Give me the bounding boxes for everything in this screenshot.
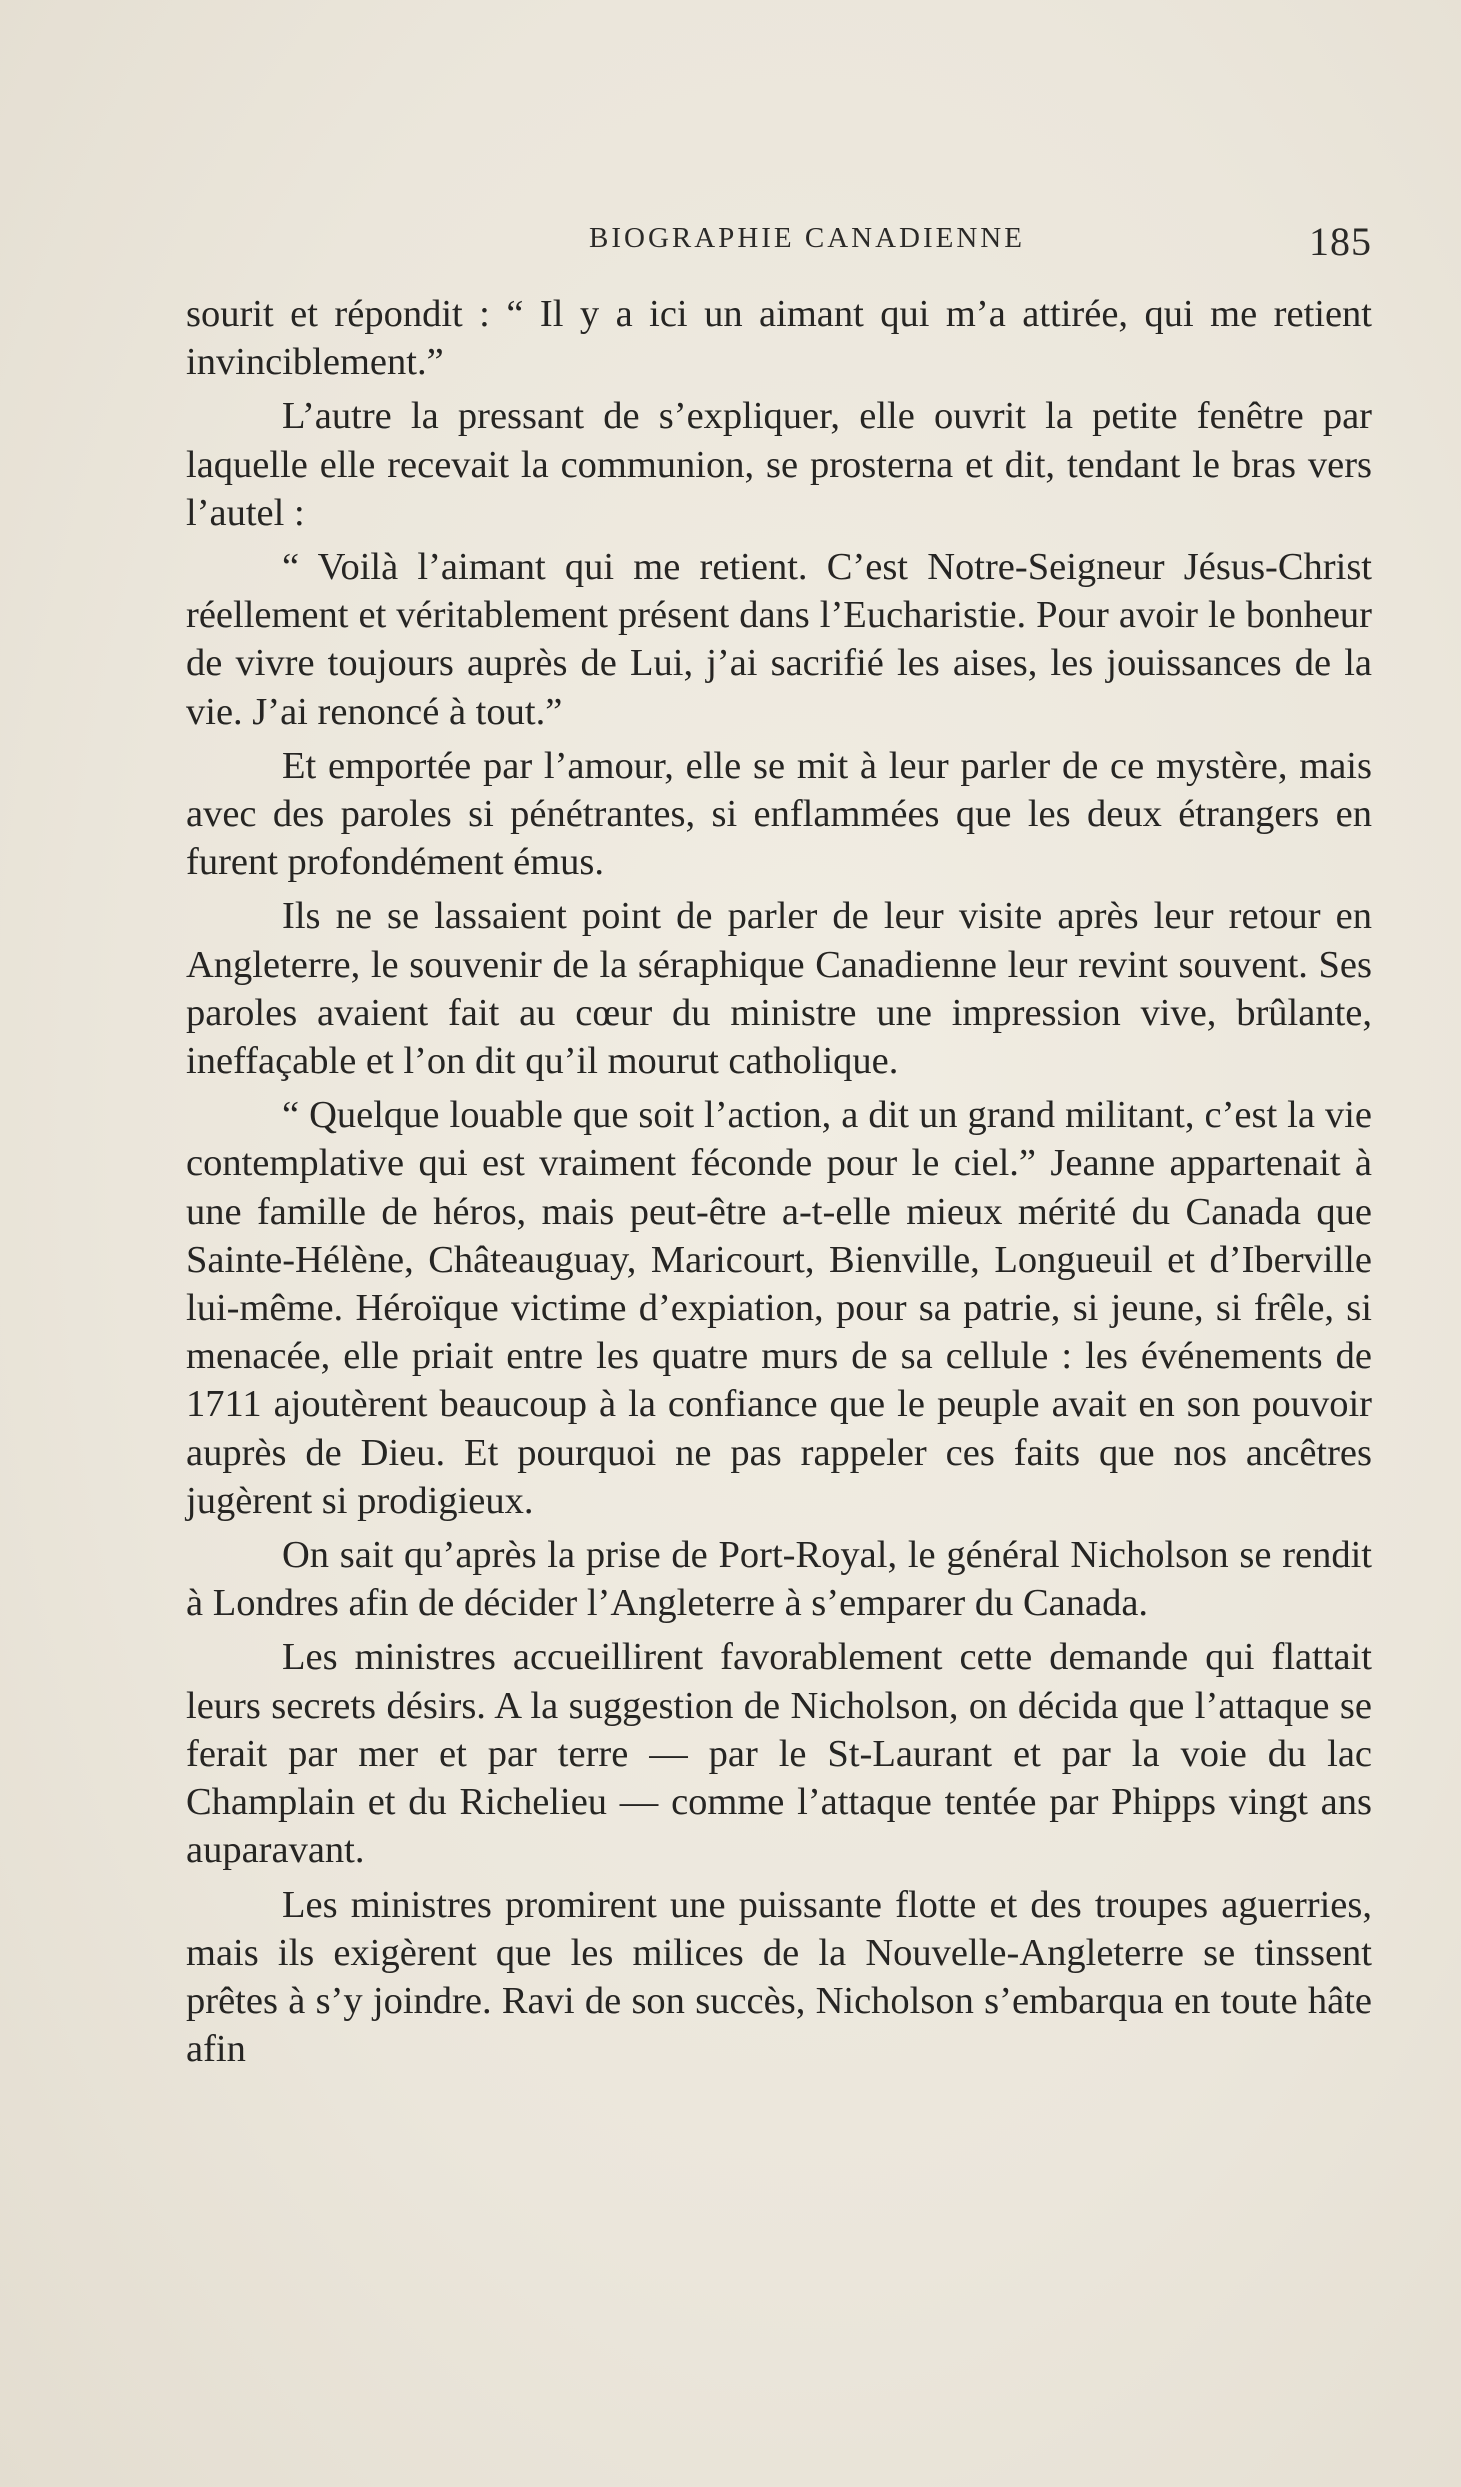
paragraph: “ Voilà l’aimant qui me retient. C’est Notre-Seigneur Jésus-Christ réellement et véritablement présent dans l’Eucharistie. Pour avoir le bonheur de vivre toujours auprès de Lui, j’ai sacrifié les aises, les jouissances de la vie. J’ai renoncé à tout.” <box>186 546 1372 733</box>
paragraph: “ Quelque louable que soit l’action, a dit un grand militant, c’est la vie contemplative qui est vraiment féconde pour le ciel.” Jeanne appartenait à une famille de héros, mais peut-être a-t-elle mieux mérité du Canada que Sainte-Hélène, Châteauguay, Maricourt, Bienville, Longueuil et d’Iberville lui-même. Héroïque victime d’expiation, pour sa patrie, si jeune, si frêle, si menacée, elle priait entre les quatre murs de sa cellule : les événements de 1711 ajoutèrent beaucoup à la confiance que le peuple avait en son pouvoir auprès de Dieu. Et pourquoi ne pas rappeler ces faits que nos ancêtres jugèrent si prodigieux. <box>186 1094 1372 1522</box>
page-number: 185 <box>1309 219 1372 264</box>
paragraph: On sait qu’après la prise de Port-Royal, le général Nicholson se rendit à Londres afin de décider l’Angleterre à s’emparer du Canada. <box>186 1534 1372 1625</box>
page-header <box>182 218 1372 278</box>
running-title: BIOGRAPHIE CANADIENNE <box>589 222 1025 254</box>
paragraph: L’autre la pressant de s’expliquer, elle ouvrit la petite fenêtre par laquelle elle recevait la communion, se prosterna et dit, tendant le bras vers l’autel : <box>186 395 1372 534</box>
paragraph: Et emportée par l’amour, elle se mit à leur parler de ce mystère, mais avec des paroles si pénétrantes, si enflammées que les deux étrangers en furent profondément émus. <box>186 744 1372 884</box>
paragraph: Ils ne se lassaient point de parler de leur visite après leur retour en Angleterre, le souvenir de la séraphique Canadienne leur revint souvent. Ses paroles avaient fait au cœur du ministre une impression vive, brûlante, ineffaçable et l’on dit qu’il mourut catholique. <box>186 895 1372 1083</box>
paragraph: sourit et répondit : “ Il y a ici un aimant qui m’a attirée, qui me retient invinciblement.” <box>186 293 1372 384</box>
paragraph: Les ministres accueillirent favorablement cette demande qui flattait leurs secrets désirs. A la suggestion de Nicholson, on décida que l’attaque se ferait par mer et par terre — par le St-Laurant et par la voie du lac Champlain et du Richelieu — comme l’attaque tentée par Phipps vingt ans auparavant. <box>186 1636 1372 1872</box>
body-text <box>186 290 1372 2079</box>
paragraph: Les ministres promirent une puissante flotte et des troupes aguerries, mais ils exigèrent que les milices de la Nouvelle-Angleterre se tinssent prêtes à s’y joindre. Ravi de son succès, Nicholson s’embarqua en toute hâte afin <box>186 1883 1372 2071</box>
